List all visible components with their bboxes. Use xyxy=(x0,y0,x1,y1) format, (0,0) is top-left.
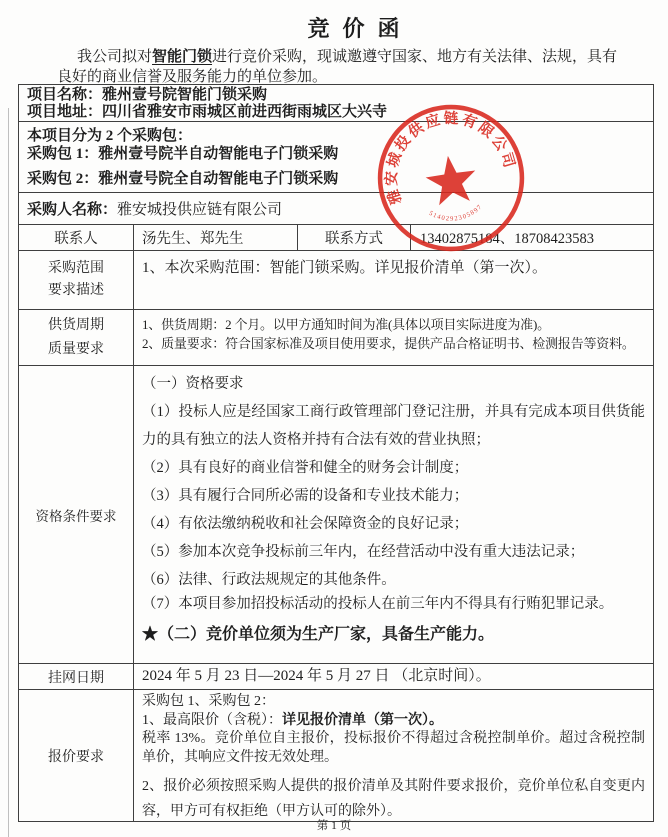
quotation-row xyxy=(19,689,653,821)
qualification-content xyxy=(134,366,653,663)
supply-row xyxy=(19,309,653,365)
qualification-item: （7）本项目参加招投标活动的投标人在前三年内不得具有行贿犯罪记录。 xyxy=(142,596,614,612)
intro-text-post: 进行竞价采购，现诚邀遵守国家、地方有关法律、法规，具有 xyxy=(212,49,618,65)
quotation-line0: 采购包 1、采购包 2： xyxy=(142,694,275,709)
seal-star-icon xyxy=(423,152,479,206)
quotation-label: 报价要求 xyxy=(19,690,134,821)
qualification-star-requirement: ★（二）竞价单位须为生产厂家，具备生产能力。 xyxy=(142,626,495,643)
scan-edge-line xyxy=(8,108,9,837)
bidding-info-table xyxy=(18,84,654,822)
posting-date-label: 挂网日期 xyxy=(19,664,134,689)
qualification-row xyxy=(19,365,653,663)
qualification-item: （一）资格要求 xyxy=(142,376,244,392)
scope-content: 1、本次采购范围：智能门锁采购。详见报价清单（第一次）。 xyxy=(142,260,548,276)
project-name-line: 项目名称：雅州壹号院智能门锁采购 xyxy=(27,87,268,103)
quotation-line1 xyxy=(142,712,645,731)
supply-label-line1: 供货周期 xyxy=(48,317,104,333)
supply-content-line1: 1、供货周期：2 个月。以甲方通知时间为准(具体以项目实际进度为准)。 xyxy=(142,317,550,332)
contact-person-value: 汤先生、郑先生 xyxy=(134,225,298,250)
supply-label xyxy=(19,310,134,365)
project-address-line: 项目地址：四川省雅安市雨城区前进西街雨城区大兴寺 xyxy=(27,104,388,120)
intro-line-1 xyxy=(57,47,642,67)
scope-label xyxy=(19,251,134,309)
quotation-line3: 2、报价必须按照采购人提供的报价清单及其附件要求报价，竞价单位私自变更内容，甲方可有权拒绝（甲方认可的除外）。 xyxy=(142,779,645,819)
contact-row xyxy=(19,224,653,250)
posting-date-value: 2024 年 5 月 23 日—2024 年 5 月 27 日 （北京时间）。 xyxy=(142,668,491,684)
qualification-label: 资格条件要求 xyxy=(19,366,134,663)
quotation-content xyxy=(134,690,653,821)
qualification-item: （4）有依法缴纳税收和社会保障资金的良好记录； xyxy=(142,516,469,532)
qualification-item: （6）法律、行政法规规定的其他条件。 xyxy=(142,572,396,588)
intro-highlight-underlined: 智能门锁 xyxy=(152,49,213,65)
seal-company-name: 雅安城投供应链有限公司 xyxy=(384,111,518,207)
intro-line-2: 良好的商业信誉及服务能力的单位参加。 xyxy=(57,69,328,85)
scope-label-line2: 要求描述 xyxy=(48,283,104,298)
contact-method-label: 联系方式 xyxy=(298,225,411,250)
qualification-item: （1）投标人应是经国家工商行政管理部门登记注册，并具有完成本项目供货能力的具有独立的法人资格并持有合法有效的营业执照； xyxy=(142,404,645,448)
purchaser-cell xyxy=(19,193,290,224)
purchaser-row xyxy=(19,192,653,224)
posting-date-row xyxy=(19,663,653,689)
supply-label-line2: 质量要求 xyxy=(48,341,104,357)
quotation-line1-pre: 1、最高限价（含税）： xyxy=(142,712,282,728)
qualification-item: （5）参加本次竞争投标前三年内，在经营活动中没有重大违法记录； xyxy=(142,544,585,560)
qualification-item: （3）具有履行合同所必需的设备和专业技术能力； xyxy=(142,488,469,504)
contact-method-value: 13402875184、18708423583 xyxy=(420,231,594,247)
quotation-line1-bold: 详见报价清单（第一次）。 xyxy=(282,712,443,728)
contact-person-label: 联系人 xyxy=(19,225,134,250)
supply-content-line2: 2、质量要求：符合国家标准及项目使用要求，提供产品合格证明书、检测报告等资料。 xyxy=(142,336,635,351)
seal-serial-number: 5140292305897 xyxy=(427,203,484,223)
packages-cell xyxy=(19,122,346,192)
footer-page-number: 第 1 页 xyxy=(316,820,352,832)
qualification-item: （2）具有良好的商业信誉和健全的财务会计制度； xyxy=(142,460,469,476)
supply-content xyxy=(134,310,653,365)
intro-paragraph xyxy=(57,47,642,87)
scope-row xyxy=(19,250,653,309)
package-2-line: 采购包 2：雅州壹号院全自动智能电子门锁采购 xyxy=(27,171,339,187)
project-cell xyxy=(19,85,395,121)
packages-row xyxy=(19,121,653,192)
purchaser-value: 雅安城投供应链有限公司 xyxy=(117,202,283,218)
project-row xyxy=(19,85,653,121)
scope-label-line1: 采购范围 xyxy=(48,261,104,276)
intro-text-pre: 我公司拟对 xyxy=(77,49,153,65)
purchaser-label: 采购人名称： xyxy=(27,202,118,218)
page-title: 竞价函 xyxy=(307,16,413,41)
company-seal-stamp xyxy=(364,91,538,265)
package-1-line: 采购包 1：雅州壹号院半自动智能电子门锁采购 xyxy=(27,146,339,162)
quotation-line2: 税率 13%。竞价单位自主报价，投标报价不得超过含税控制单价。超过含税控制单价，其响应文件按无效处理。 xyxy=(142,731,645,765)
packages-intro-line: 本项目分为 2 个采购包： xyxy=(27,128,193,144)
